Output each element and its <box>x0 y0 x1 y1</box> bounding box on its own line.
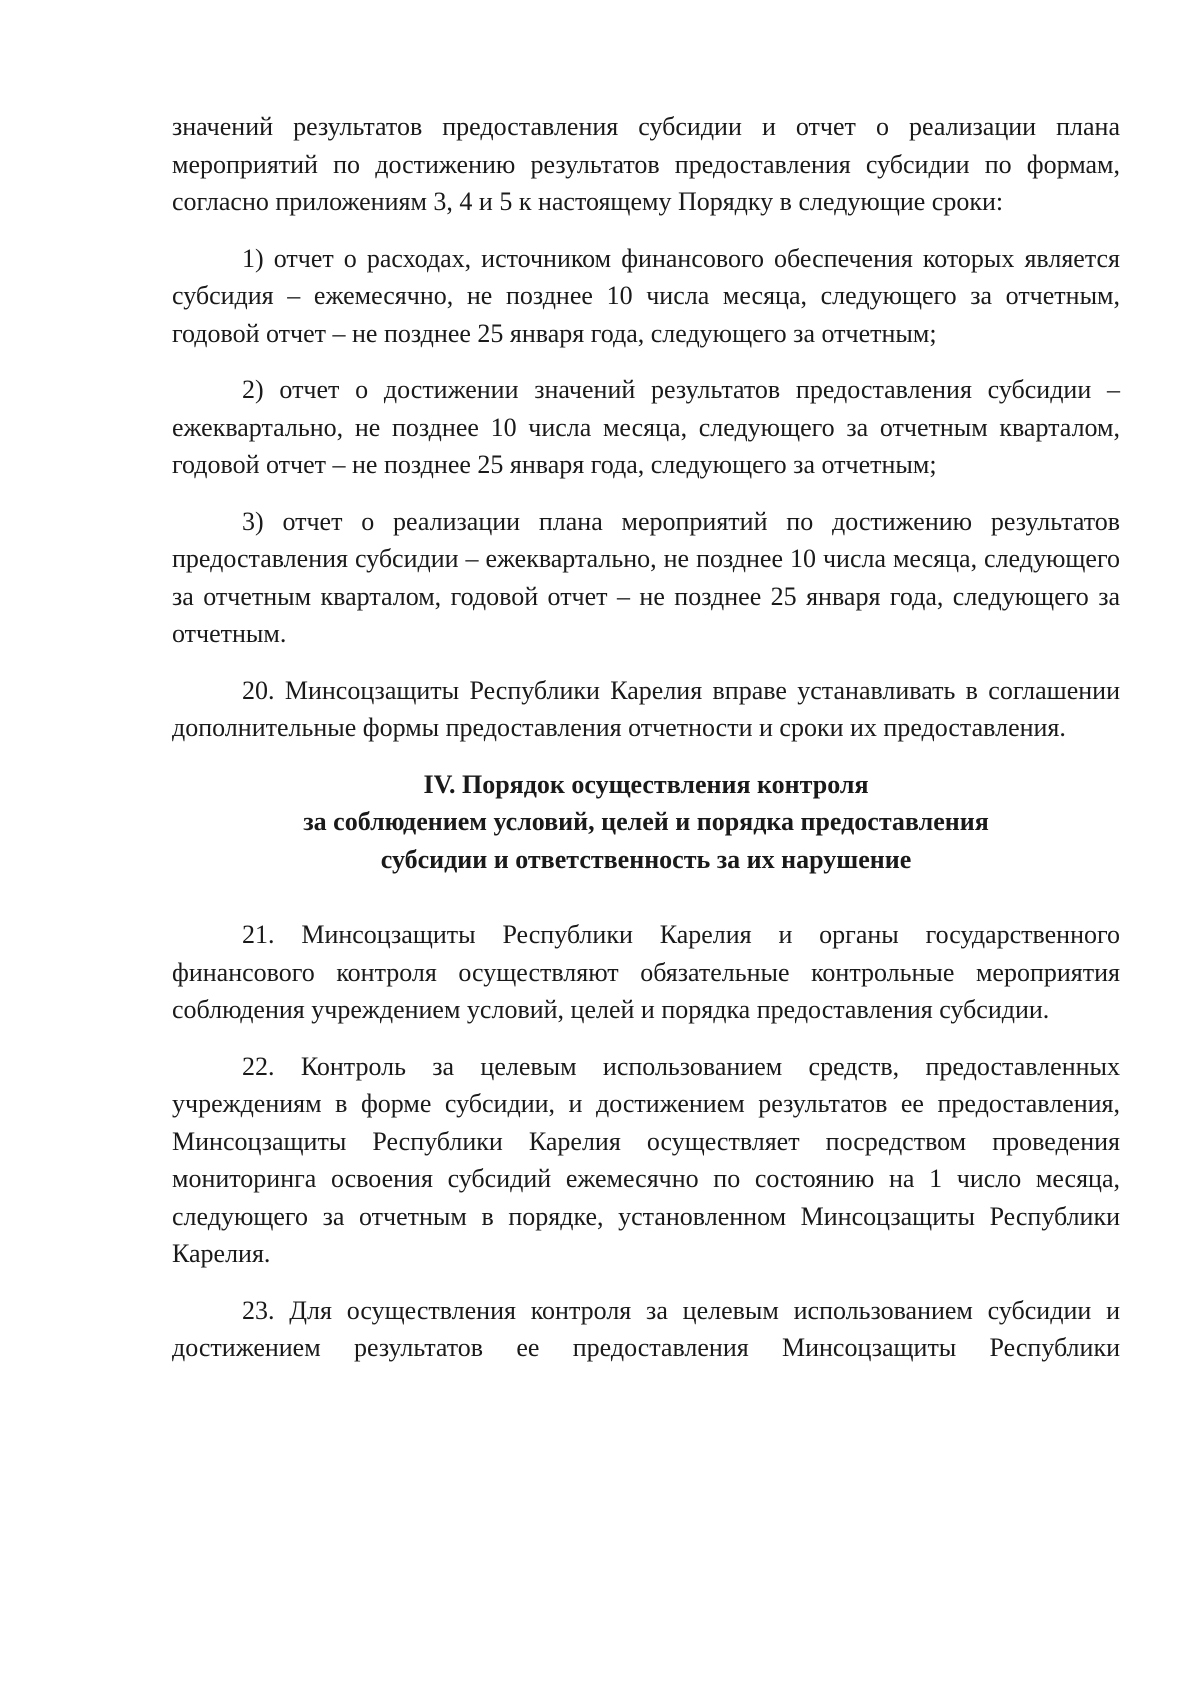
section-heading-line-1: IV. Порядок осуществления контроля <box>423 769 869 799</box>
document-page <box>172 108 1120 1386</box>
paragraph-item-3: 3) отчет о реализации плана мероприятий по достижению результатов предоставления субсидии – ежеквартально, не позднее 10 числа месяца, следующего за отчетным кварталом, годовой отчет – не позднее 25 января года, следующего за отчетным. <box>172 506 1120 648</box>
section-heading-line-3: субсидии и ответственность за их нарушение <box>380 844 912 874</box>
section-heading-line-2: за соблюдением условий, целей и порядка предоставления <box>303 807 989 836</box>
paragraph-22: 22. Контроль за целевым использованием средств, предоставленных учреждениям в форме субсидии, и достижением результатов ее предоставления, Минсоцзащиты Республики Карелия осуществляет посредством проведения мониторинга освоения субсидий ежемесячно по состоянию на 1 число месяца, следующего за отчетным в порядке, установленном Минсоцзащиты Республики Карелия. <box>172 1051 1120 1268</box>
paragraph-23: 23. Для осуществления контроля за целевым использованием субсидии и достижением результатов ее предоставления Минсоцзащиты Республики <box>172 1295 1120 1362</box>
paragraph-item-2: 2) отчет о достижении значений результатов предоставления субсидии – ежеквартально, не позднее 10 числа месяца, следующего за отчетным кварталом, годовой отчет – не позднее 25 января года, следующего за отчетным; <box>172 375 1120 479</box>
paragraph-continuation: значений результатов предоставления субсидии и отчет о реализации плана мероприятий по достижению результатов предоставления субсидии по формам, согласно приложениям 3, 4 и 5 к настоящему Порядку в следующие сроки: <box>172 112 1120 216</box>
section-heading <box>172 766 1120 879</box>
paragraph-20: 20. Минсоцзащиты Республики Карелия вправе устанавливать в соглашении дополнительные формы предоставления отчетности и сроки их предоставления. <box>172 675 1120 742</box>
paragraph-21: 21. Минсоцзащиты Республики Карелия и органы государственного финансового контроля осуществляют обязательные контрольные мероприятия соблюдения учреждением условий, целей и порядка предоставления субсидии. <box>172 920 1120 1024</box>
paragraph-item-1: 1) отчет о расходах, источником финансового обеспечения которых является субсидия – ежемесячно, не позднее 10 числа месяца, следующего за отчетным, годовой отчет – не позднее 25 января года, следующего за отчетным; <box>172 243 1120 348</box>
